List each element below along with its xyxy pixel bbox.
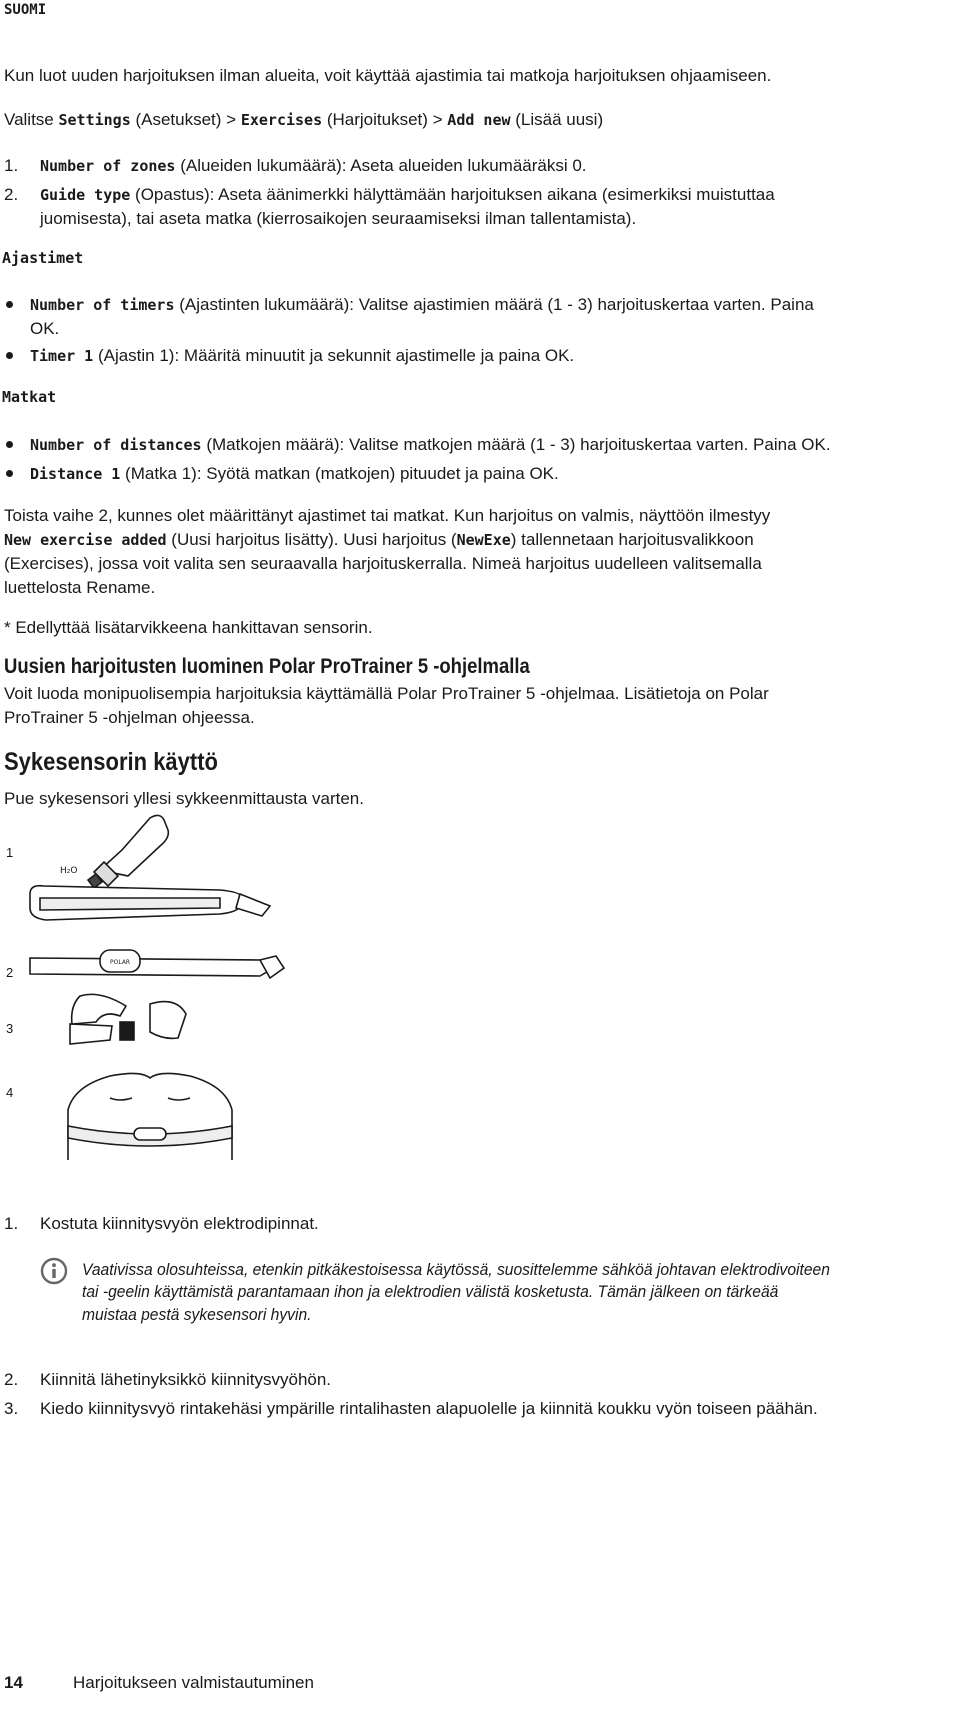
repeat-newexe: NewExe: [456, 531, 511, 549]
bullet: [6, 470, 13, 477]
repeat-new-exercise-added: New exercise added: [4, 531, 167, 549]
distances-item-2: [30, 461, 559, 487]
instruction-3-text: Kiedo kiinnitysvyö rintakehäsi ympärille rintalihasten alapuolelle ja kiinnitä koukku vyön toiseen päähän.: [40, 1399, 818, 1418]
note-line-2: tai -geelin käyttämistä parantamaan ihon ja elektrodien välistä kosketusta. Tämän jälkeen on tärkeää: [82, 1282, 779, 1301]
protrainer-line-2: ProTrainer 5 -ohjelman ohjeessa.: [4, 708, 255, 727]
timers-item-2-key: Timer 1: [30, 347, 94, 365]
chest-strap-icon: [30, 886, 270, 920]
step-2-key: Guide type: [40, 186, 131, 204]
settings-path: [4, 107, 603, 133]
path-pre: Valitse: [4, 110, 59, 129]
path-t3: (Lisää uusi): [510, 110, 604, 129]
footer-title: Harjoitukseen valmistautuminen: [73, 1673, 314, 1692]
figure-label-1: 1: [6, 845, 14, 860]
bullet: [6, 301, 13, 308]
timers-item-1: [30, 292, 814, 318]
figure-label-3: 3: [6, 1021, 14, 1036]
torso-with-strap-icon: [68, 1073, 232, 1160]
path-t1: (Asetukset) >: [130, 110, 241, 129]
repeat-line-2: [4, 527, 754, 553]
path-add-new: Add new: [447, 111, 511, 129]
repeat-line-3: (Exercises), jossa voit valita sen seuraavalla harjoituskerralla. Nimeä harjoitus uudelleen valitsemalla: [4, 554, 762, 573]
instruction-2-text: Kiinnitä lähetinyksikkö kiinnitysvyöhön.: [40, 1370, 332, 1389]
transmitter-logo: POLAR: [110, 959, 131, 966]
instruction-2-number: 2.: [4, 1370, 19, 1389]
info-icon: [40, 1257, 68, 1285]
repeat-line-4: luettelosta Rename.: [4, 578, 156, 597]
note-line-1: Vaativissa olosuhteissa, etenkin pitkäkestoisessa käytössä, suosittelemme sähköä johtavan elektrodivoiteen: [82, 1260, 830, 1279]
distances-item-1-key: Number of distances: [30, 436, 202, 454]
timers-item-1-desc: (Ajastinten lukumäärä): Valitse ajastimien määrä (1 - 3) harjoituskertaa varten. Paina: [174, 295, 814, 314]
step-2-text: [40, 182, 775, 208]
timers-item-1-line2: OK.: [30, 319, 60, 338]
distances-heading: Matkat: [2, 388, 57, 406]
sensor-heading: Sykesensorin käyttö: [4, 748, 218, 776]
step-2-line2: juomisesta), tai aseta matka (kierrosaikojen seuraamiseksi ilman tallentamista).: [40, 209, 637, 228]
timers-item-1-key: Number of timers: [30, 296, 175, 314]
heart-rate-sensor-illustration: [0, 810, 400, 1190]
step-1-desc: (Alueiden lukumäärä): Aseta alueiden lukumääräksi 0.: [175, 156, 587, 175]
step-1-number: 1.: [4, 156, 19, 175]
repeat-l3: ) tallennetaan harjoitusvalikkoon: [510, 530, 754, 549]
distances-item-2-key: Distance 1: [30, 465, 121, 483]
figure-label-4: 4: [6, 1085, 14, 1100]
distances-item-2-desc: (Matka 1): Syötä matkan (matkojen) pituudet ja paina OK.: [120, 464, 559, 483]
hands-attaching-strap-icon: [70, 994, 186, 1044]
timers-item-2-desc: (Ajastin 1): Määritä minuutit ja sekunnit ajastimelle ja paina OK.: [93, 346, 575, 365]
step-1-text: [40, 153, 587, 179]
strap-with-transmitter-icon: [30, 950, 284, 978]
step-2-desc: (Opastus): Aseta äänimerkki hälyttämään harjoituksen aikana (esimerkiksi muistuttaa: [130, 185, 775, 204]
protrainer-heading: Uusien harjoitusten luominen Polar ProTrainer 5 -ohjelmalla: [4, 655, 530, 678]
instruction-1-text: Kostuta kiinnitysvyön elektrodipinnat.: [40, 1214, 319, 1233]
instruction-1-number: 1.: [4, 1214, 19, 1233]
note-line-3: muistaa pestä sykesensori hyvin.: [82, 1305, 312, 1324]
protrainer-line-1: Voit luoda monipuolisempia harjoituksia käyttämällä Polar ProTrainer 5 -ohjelmaa. Lisätietoja on Polar: [4, 684, 769, 703]
distances-item-1: [30, 432, 831, 458]
repeat-line-1: Toista vaihe 2, kunnes olet määrittänyt ajastimet tai matkat. Kun harjoitus on valmis, näyttöön ilmestyy: [4, 506, 771, 525]
instruction-3-number: 3.: [4, 1399, 19, 1418]
language-label: SUOMI: [4, 2, 47, 18]
path-settings: Settings: [58, 111, 131, 129]
distances-item-1-desc: (Matkojen määrä): Valitse matkojen määrä (1 - 3) harjoituskertaa varten. Paina OK.: [201, 435, 831, 454]
water-bottle-icon: [88, 815, 168, 888]
timers-item-2: [30, 343, 574, 369]
repeat-l2: (Uusi harjoitus lisätty). Uusi harjoitus (: [166, 530, 457, 549]
figure-label-2: 2: [6, 965, 14, 980]
path-t2: (Harjoitukset) >: [322, 110, 448, 129]
bullet: [6, 441, 13, 448]
bullet: [6, 352, 13, 359]
timers-heading: Ajastimet: [2, 249, 84, 267]
sensor-intro: Pue sykesensori yllesi sykkeenmittausta varten.: [4, 789, 364, 808]
path-exercises: Exercises: [240, 111, 323, 129]
page-number: 14: [4, 1673, 23, 1692]
footnote: * Edellyttää lisätarvikkeena hankittavan sensorin.: [4, 618, 373, 637]
intro-text: Kun luot uuden harjoituksen ilman alueita, voit käyttää ajastimia tai matkoja harjoituksen ohjaamiseen.: [4, 66, 772, 85]
step-2-number: 2.: [4, 185, 19, 204]
step-1-key: Number of zones: [40, 157, 176, 175]
water-label: H₂O: [60, 866, 78, 876]
